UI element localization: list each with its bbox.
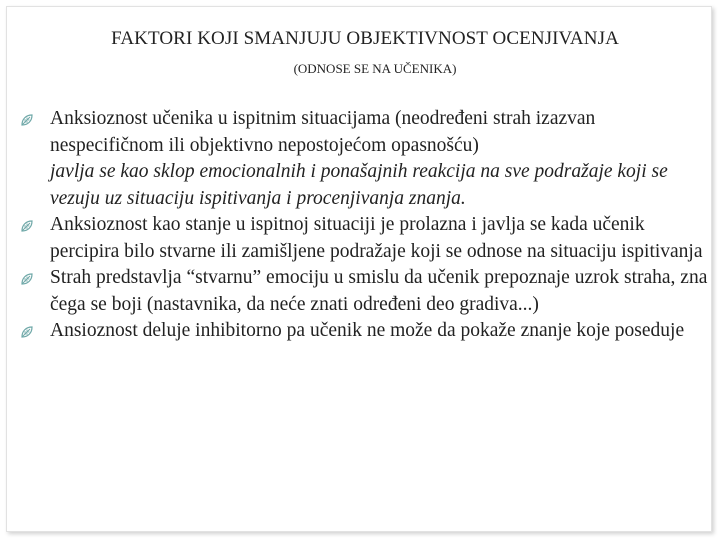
- leaf-bullet-icon: [20, 113, 34, 127]
- slide-title: FAKTORI KOJI SMANJUJU OBJEKTIVNOST OCENJIVANJA: [111, 28, 619, 49]
- bullet-italic-text: javlja se kao sklop emocionalnih i ponašajnih reakcija na sve podražaje koji se vezuju uz situaciju ispitivanja i procenjivanja znanja.: [50, 161, 668, 209]
- bullet-text: Anksioznost kao stanje u ispitnoj situaciji je prolazna i javlja se kada učenik percipira bilo stvarne ili zamišljene podražaje koji se odnose na situaciju ispitivanja: [50, 214, 703, 262]
- slide-subtitle: (ODNOSE SE NA UČENIKA): [293, 61, 457, 76]
- bullet-item: [20, 212, 710, 265]
- bullet-text: Anksioznost učenika u ispitnim situacijama (neodređeni strah izazvan nespecifičnom ili objektivno nepostojećom opasnošću): [50, 108, 596, 156]
- bullet-item: [20, 106, 710, 212]
- bullet-list: [20, 106, 710, 345]
- bullet-text: Ansioznost deluje inhibitorno pa učenik ne može da pokaže znanje koje poseduje: [50, 320, 685, 341]
- leaf-bullet-icon: [20, 219, 34, 233]
- bullet-text: Strah predstavlja “stvarnu” emociju u smislu da učenik prepoznaje uzrok straha, zna čega se boji (nastavnika, da neće znati određeni deo gradiva...): [50, 267, 708, 315]
- leaf-bullet-icon: [20, 325, 34, 339]
- leaf-bullet-icon: [20, 272, 34, 286]
- bullet-item: [20, 318, 710, 345]
- bullet-item: [20, 265, 710, 318]
